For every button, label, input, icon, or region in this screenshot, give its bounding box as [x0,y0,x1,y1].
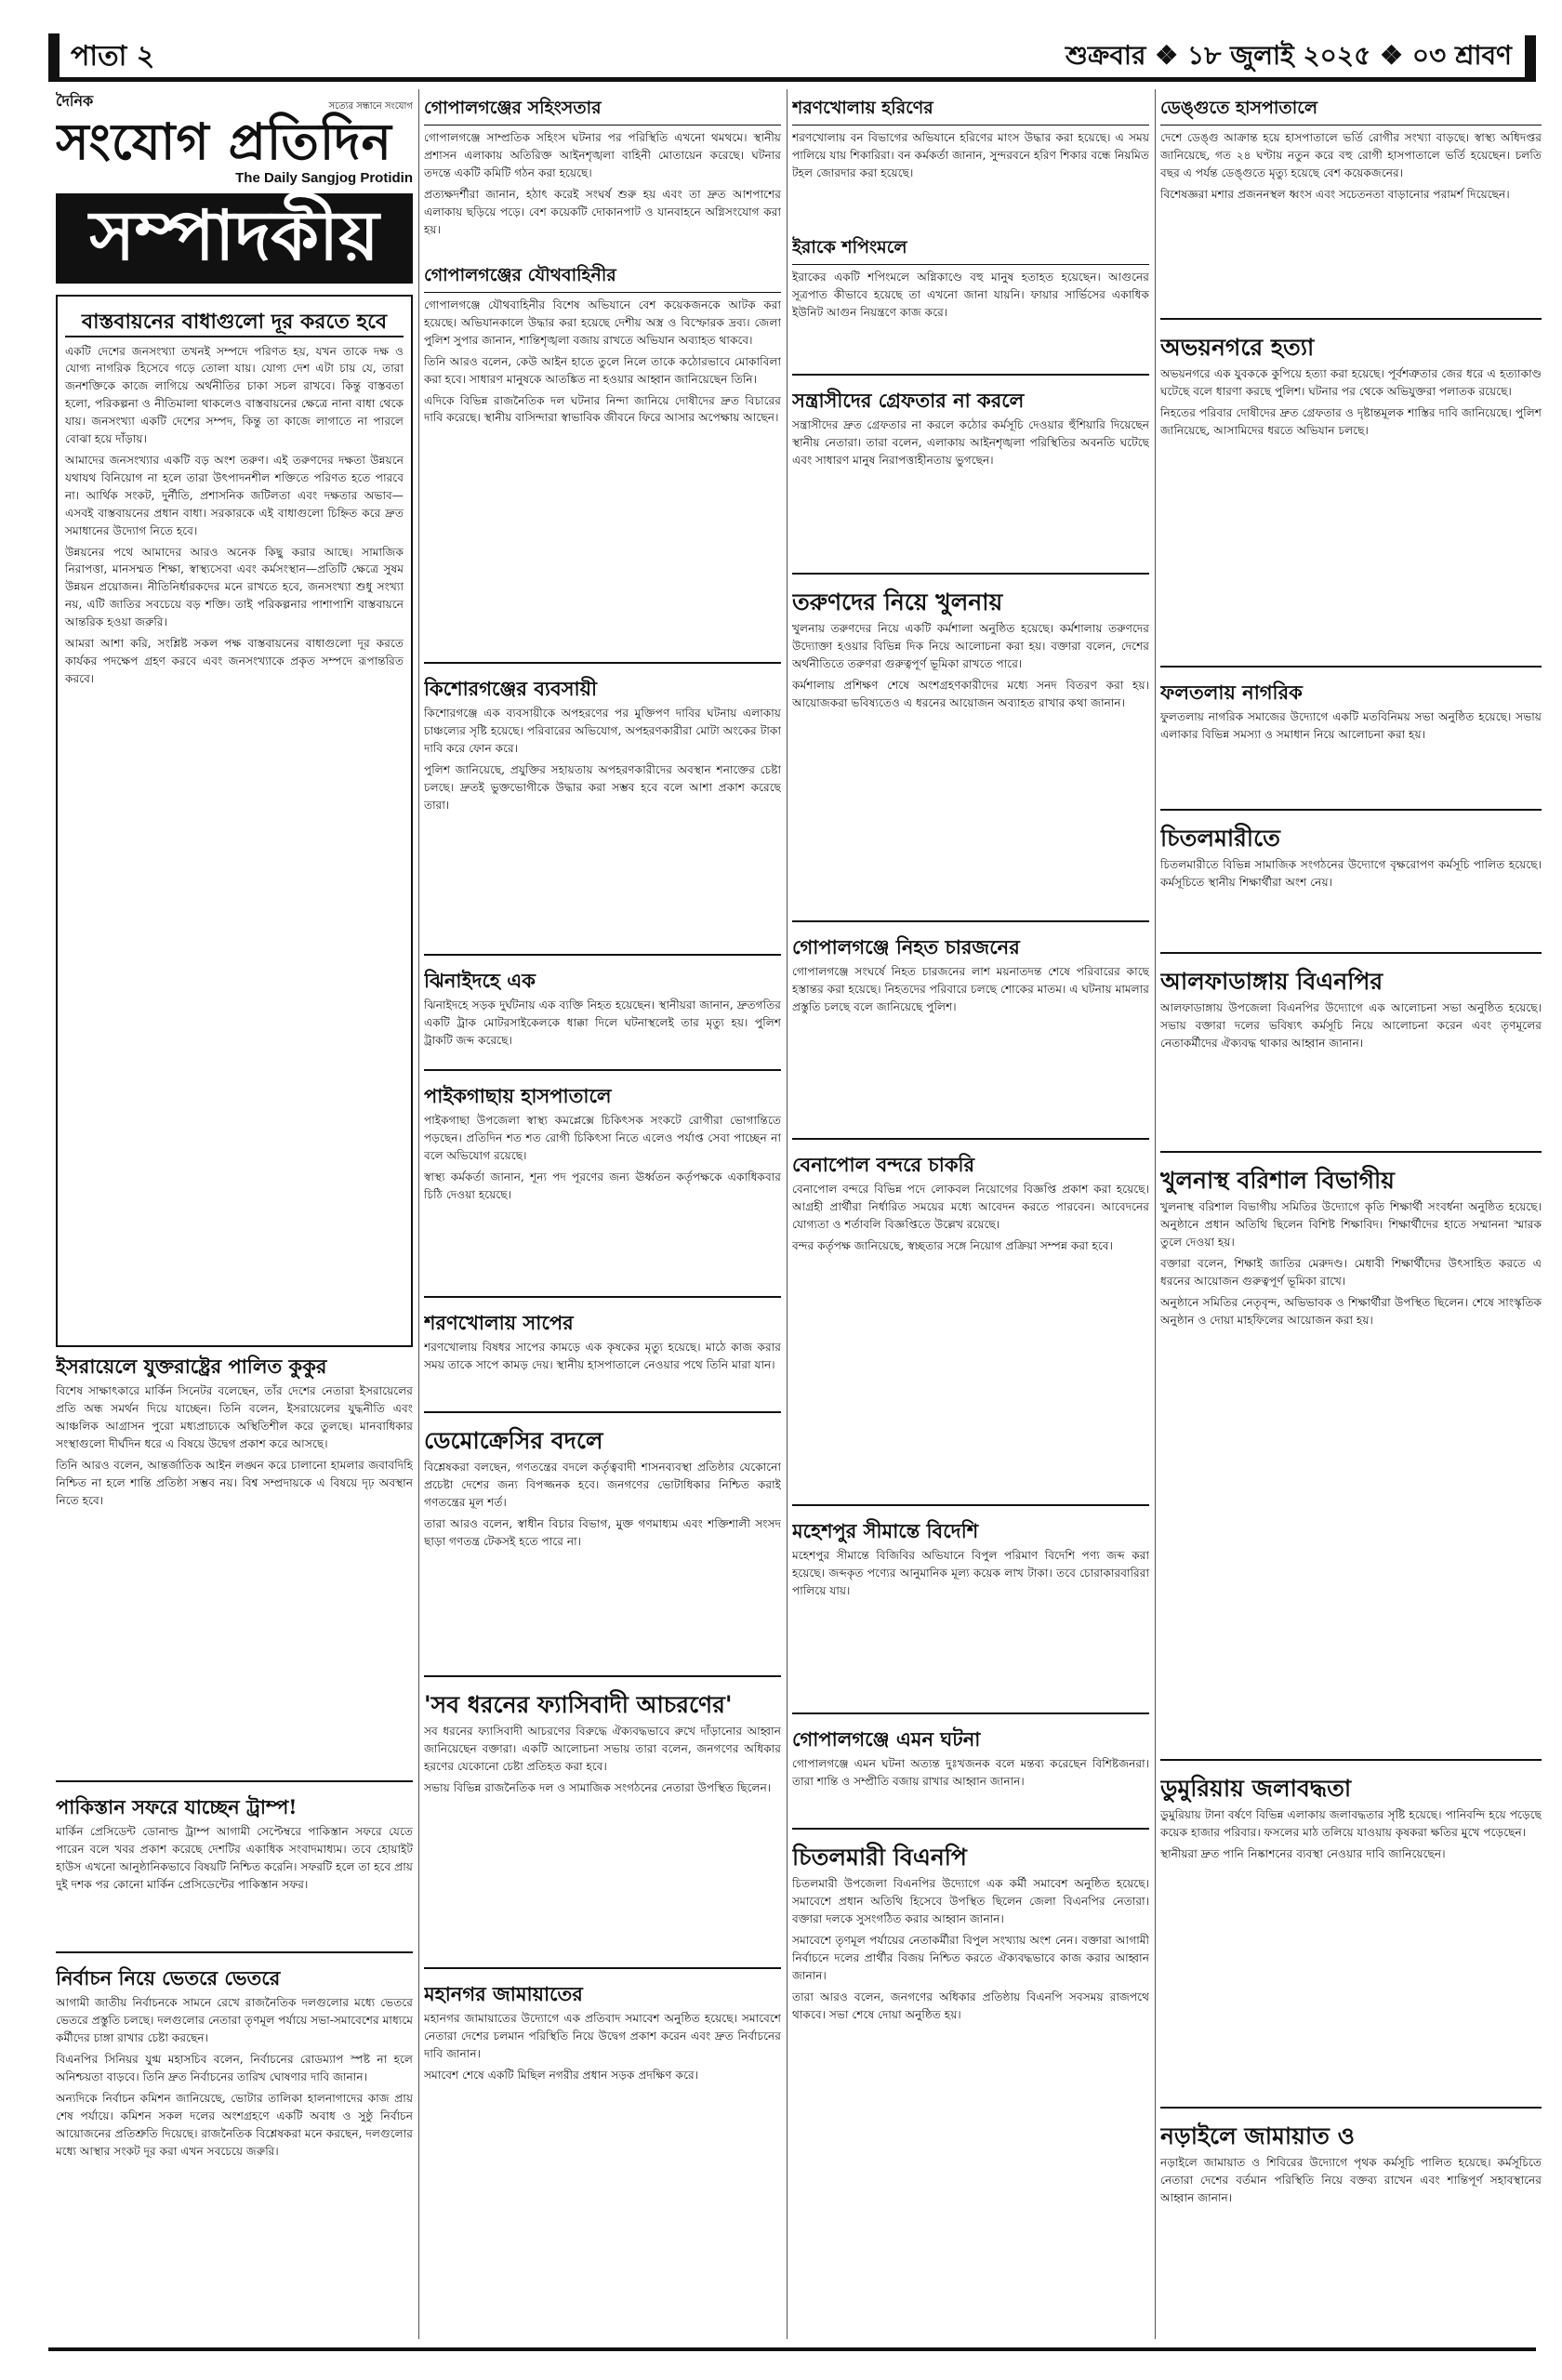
story-headline: চিতলমারীতে [1160,825,1280,852]
story [424,257,781,656]
story-headline: গোপালগঞ্জে নিহত চারজনের [792,935,1020,959]
story-headline: ইসরায়েলে যুক্তরাষ্ট্রের পালিত কুকুর [56,1355,327,1379]
story-paragraph: শরণখোলায় বন বিভাগের অভিযানে হরিণের মাংস উদ্ধার করা হয়েছে। এ সময় পালিয়ে যায় শিকারিরা। বন কর্মকর্তা জানান, সুন্দরবনে হরিণ শিকার বন্ধে নিয়মিত টহল জোরদার করা হয়েছে। [792,131,1149,179]
divider [56,1951,413,1953]
story [792,1835,1149,2319]
story [792,381,1149,567]
story-paragraph: তিনি আরও বলেন, কেউ আইন হাতে তুলে নিলে তাকে কঠোরভাবে মোকাবিলা করা হবে। সাধারণ মানুষকে আতঙ্কিত না হওয়ার আহ্বান জানিয়েছেন তিনি। [424,354,781,386]
editorial-headline: বাস্তবায়নের বাধাগুলো দূর করতে হবে [65,310,404,337]
story-paragraph: আলফাডাঙ্গায় উপজেলা বিএনপির উদ্যোগে এক আলোচনা সভা অনুষ্ঠিত হয়েছে। সভায় বক্তারা দলের ভবিষ্যৎ কর্মসূচি নিয়ে আলোচনা করেন এবং তৃণমূলের নেতাকর্মীদের ঐক্যবদ্ধ থাকার আহ্বান জানান। [1160,1001,1542,1051]
story-paragraph: আগামী জাতীয় নির্বাচনকে সামনে রেখে রাজনৈতিক দলগুলোর মধ্যে ভেতরে ভেতরে প্রস্তুতি চলছে। দলগুলোর নেতারা তৃণমূল পর্যায়ে সভা-সমাবেশের মাধ্যমে কর্মীদের চাঙ্গা রাখার চেষ্টা করছেন। [56,1996,413,2045]
column-3 [792,89,1149,2339]
story-headline: গোপালগঞ্জের সহিংসতার [424,95,781,126]
story-paragraph: ইরাকের একটি শপিংমলে অগ্নিকাণ্ডে বহু মানুষ হতাহত হয়েছেন। আগুনের সূত্রপাত কীভাবে হয়েছে তা এখনো জানা যায়নি। ফায়ার সার্ভিসের একাধিক ইউনিট আগুন নিয়ন্ত্রণে কাজ করে। [792,271,1149,319]
story-paragraph: মহেশপুর সীমান্তে বিজিবির অভিযানে বিপুল পরিমাণ বিদেশি পণ্য জব্দ করা হয়েছে। জব্দকৃত পণ্যের আনুমানিক মূল্য কয়েক লাখ টাকা। তবে চোরাকারবারিরা পালিয়ে যায়। [792,1549,1149,1598]
story [1160,1766,1542,2101]
story-paragraph: পুলিশ জানিয়েছে, প্রযুক্তির সহায়তায় অপহরণকারীদের অবস্থান শনাক্তের চেষ্টা চলছে। দ্রুতই ভুক্তভোগীকে উদ্ধার করা সম্ভব হবে বলে আশা প্রকাশ করেছে তারা। [424,762,781,812]
divider [424,1675,781,1677]
story [1160,959,1542,1145]
story [56,1959,413,2238]
story [424,1419,781,1670]
story [792,1145,1149,1499]
story-paragraph: বিশেষ সাক্ষাৎকারে মার্কিন সিনেটর বলেছেন, তাঁর দেশের নেতারা ইসরায়েলের প্রতি অন্ধ সমর্থন দিয়ে যাচ্ছেন। তিনি বলেন, ইসরায়েলের যুদ্ধনীতি এবং আঞ্চলিক আগ্রাসন পুরো মধ্যপ্রাচ্যকে অস্থিতিশীল করে তুলছে। মানবাধিকার সংস্থাগুলো দীর্ঘদিন ধরে এ বিষয়ে উদ্বেগ প্রকাশ করে আসছে। [56,1384,413,1451]
story-paragraph: কর্মশালায় প্রশিক্ষণ শেষে অংশগ্রহণকারীদের মধ্যে সনদ বিতরণ করা হয়। আয়োজকরা ভবিষ্যতেও এ ধরনের আয়োজন অব্যাহত রাখার কথা জানান। [792,678,1149,709]
masthead-english-title: The Daily Sangjog Protidin [235,169,413,186]
story-headline: ডুমুরিয়ায় জলাবদ্ধতা [1160,1775,1352,1802]
story-paragraph: স্থানীয়রা দ্রুত পানি নিষ্কাশনের ব্যবস্থা নেওয়ার দাবি জানিয়েছেন। [1160,1847,1446,1861]
story-paragraph: সব ধরনের ফ্যাসিবাদী আচরণের বিরুদ্ধে ঐক্যবদ্ধভাবে রুখে দাঁড়ানোর আহ্বান জানিয়েছেন বক্তারা। একটি আলোচনা সভায় তারা বলেন, জনগণের অধিকার হরণের যেকোনো চেষ্টা প্রতিহত করা হবে। [424,1725,781,1774]
divider [1160,1759,1542,1761]
story-paragraph: কিশোরগঞ্জে এক ব্যবসায়ীকে অপহরণের পর মুক্তিপণ দাবির ঘটনায় এলাকায় চাঞ্চল্যের সৃষ্টি হয়েছে। পরিবারের অভিযোগ, অপহরণকারীরা মোটা অংকের টাকা দাবি করে ফোন করে। [424,707,781,756]
divider [1160,1151,1542,1153]
story-paragraph: সমাবেশ শেষে একটি মিছিল নগরীর প্রধান সড়ক প্রদক্ষিণ করে। [424,2068,699,2082]
column-rule [418,89,419,2339]
divider [1160,2107,1542,2109]
divider [424,662,781,664]
editorial-paragraph: উন্নয়নের পথে আমাদের আরও অনেক কিছু করার আছে। সামাজিক নিরাপত্তা, মানসম্মত শিক্ষা, স্বাস্থ্যসেবা এবং কর্মসংস্থান—প্রতিটি ক্ষেত্রে সুষম উন্নয়ন প্রয়োজন। নীতিনির্ধারকদের মনে রাখতে হবে, জনসংখ্যা শুধু সংখ্যা নয়, এটি জাতির সবচেয়ে বড় শক্তি। তাই পরিকল্পনার পাশাপাশি বাস্তবায়নে আন্তরিক হওয়া জরুরি। [65,545,404,629]
story-paragraph: বন্দর কর্তৃপক্ষ জানিয়েছে, স্বচ্ছতার সঙ্গে নিয়োগ প্রক্রিয়া সম্পন্ন করা হবে। [792,1238,1113,1252]
story-headline: গোপালগঞ্জের যৌথবাহিনীর [424,262,781,293]
page-number: পাতা ২ [48,33,154,81]
story-headline: সন্ত্রাসীদের গ্রেফতার না করলে [792,389,1025,412]
story-paragraph: সভায় বিভিন্ন রাজনৈতিক দল ও সামাজিক সংগঠনের নেতারা উপস্থিত ছিলেন। [424,1780,772,1794]
masthead [56,89,413,284]
story-paragraph: মহানগর জামায়াতের উদ্যোগে এক প্রতিবাদ সমাবেশ অনুষ্ঠিত হয়েছে। সমাবেশে নেতারা দেশের চলমান পরিস্থিতি নিয়ে উদ্বেগ প্রকাশ করেন এবং দ্রুত নির্বাচনের দাবি জানান। [424,2012,781,2061]
story [424,1077,781,1290]
masthead-title: সংযোগ প্রতিদিন [56,112,392,171]
story-paragraph: গোপালগঞ্জে যৌথবাহিনীর বিশেষ অভিযানে বেশ কয়েকজনকে আটক করা হয়েছে। অভিযানকালে উদ্ধার করা হয়েছে দেশীয় অস্ত্র ও বিস্ফোরক দ্রব্য। জেলা পুলিশ সুপার জানান, শান্তিশৃঙ্খলা বজায় রাখতে অভিযান অব্যাহত থাকবে। [424,298,781,347]
story [424,1303,781,1406]
masthead-daily: দৈনিক [56,92,94,110]
masthead-tagline: সত্যের সন্ধানে সংযোগ [328,101,413,112]
story-paragraph: সমাবেশে তৃণমূল পর্যায়ের নেতাকর্মীরা বিপুল সংখ্যায় অংশ নেন। বক্তারা আগামী নির্বাচনে দলের প্রার্থীর বিজয় নিশ্চিত করতে ঐক্যবদ্ধভাবে কাজ করার আহ্বান জানান। [792,1933,1149,1982]
divider [792,1712,1149,1714]
story [1160,816,1542,946]
story-paragraph: অন্যদিকে নির্বাচন কমিশন জানিয়েছে, ভোটার তালিকা হালনাগাদের কাজ প্রায় শেষ পর্যায়ে। কমিশন সকল দলের অংশগ্রহণে একটি অবাধ ও সুষ্ঠু নির্বাচন আয়োজনের প্রতিশ্রুতি দিয়েছে। রাজনৈতিক বিশ্লেষকরা মনে করছেন, দলগুলোর মধ্যে আস্থার সংকট দূর করা এখন সবচেয়ে জরুরি। [56,2091,413,2158]
story-paragraph: বেনাপোল বন্দরে বিভিন্ন পদে লোকবল নিয়োগের বিজ্ঞপ্তি প্রকাশ করা হয়েছে। আগ্রহী প্রার্থীরা নির্ধারিত সময়ের মধ্যে আবেদন করতে পারবেন। আবেদনের যোগ্যতা ও শর্তাবলি বিজ্ঞপ্তিতে উল্লেখ রয়েছে। [792,1183,1149,1232]
divider [792,1504,1149,1506]
story [1160,1158,1542,1753]
story [424,1975,781,2207]
footer-rule [48,2347,1536,2351]
story-paragraph: অভয়নগরে এক যুবককে কুপিয়ে হত্যা করা হয়েছে। পূর্বশত্রুতার জের ধরে এ হত্যাকাণ্ড ঘটেছে বলে ধারণা করছে পুলিশ। ঘটনার পর থেকে অভিযুক্তরা পলাতক রয়েছে। [1160,367,1542,399]
story-headline: ঝিনাইদহে এক [424,969,536,992]
divider [424,1296,781,1298]
column-2 [424,89,781,2339]
story-paragraph: শরণখোলায় বিষধর সাপের কামড়ে এক কৃষকের মৃত্যু হয়েছে। মাঠে কাজ করার সময় তাকে সাপে কামড় দেয়। স্থানীয় হাসপাতালে নেওয়ার পথে তিনি মারা যান। [424,1341,781,1372]
story-headline: মহানগর জামায়াতের [424,1982,583,2005]
story [56,1788,413,1946]
story [792,1720,1149,1822]
story-paragraph: গোপালগঞ্জে সাম্প্রতিক সহিংস ঘটনার পর পরিস্থিতি এখনো থমথমে। স্থানীয় প্রশাসন এলাকায় অতিরিক্ত আইনশৃঙ্খলা বাহিনী মোতায়েন করেছে। ঘটনার তদন্তে একটি কমিটি গঠন করা হয়েছে। [424,131,781,179]
story-headline: বেনাপোল বন্দরে চাকরি [792,1153,975,1176]
story-headline: শরণখোলায় সাপের [424,1311,574,1334]
story [792,229,1149,368]
story [1160,89,1542,312]
story-paragraph: খুলনায় তরুণদের নিয়ে একটি কর্মশালা অনুষ্ঠিত হয়েছে। কর্মশালায় তরুণদের উদ্যোক্তা হওয়ার বিভিন্ন দিক নিয়ে আলোচনা করা হয়। বক্তারা বলেন, দেশের অর্থনীতিতে তরুণরা গুরুত্বপূর্ণ ভূমিকা রাখতে পারে। [792,622,1149,671]
column-rule [1155,89,1156,2339]
story-paragraph: অনুষ্ঠানে সমিতির নেতৃবৃন্দ, অভিভাবক ও শিক্ষার্থীরা উপস্থিত ছিলেন। শেষে সাংস্কৃতিক অনুষ্ঠান ও দোয়া মাহফিলের আয়োজন করা হয়। [1160,1295,1542,1327]
divider [424,1411,781,1413]
story-headline: তরুণদের নিয়ে খুলনায় [792,588,1003,615]
divider [792,573,1149,575]
page-header [48,37,1536,82]
story-headline: ডেঙ্গুতে হাসপাতালে [1160,95,1542,126]
divider [1160,318,1542,320]
story-paragraph: বিশ্লেষকরা বলছেন, গণতন্ত্রের বদলে কর্তৃত্ববাদী শাসনব্যবস্থা প্রতিষ্ঠার যেকোনো প্রচেষ্টা দেশের জন্য বিপজ্জনক হবে। জনগণের ভোটাধিকার নিশ্চিত করাই গণতন্ত্রের মূল শর্ত। [424,1461,781,1510]
story-headline: নড়াইলে জামায়াত ও [1160,2122,1355,2149]
story-paragraph: তারা আরও বলেন, জনগণের অধিকার প্রতিষ্ঠায় বিএনপি সবসময় রাজপথে থাকবে। সভা শেষে দোয়া অনুষ্ঠিত হয়। [792,1990,1149,2021]
story [792,89,1149,229]
story-paragraph: পাইকগাছা উপজেলা স্বাস্থ্য কমপ্লেক্সে চিকিৎসক সংকটে রোগীরা ভোগান্তিতে পড়ছেন। প্রতিদিন শত শত রোগী চিকিৎসা নিতে এলেও পর্যাপ্ত সেবা পাচ্ছেন না বলে অভিযোগ রয়েছে। [424,1114,781,1163]
story-paragraph: মার্কিন প্রেসিডেন্ট ডোনাল্ড ট্রাম্প আগামী সেপ্টেম্বরে পাকিস্তান সফরে যেতে পারেন বলে খবর প্রকাশ করেছে দেশটির একাধিক সংবাদমাধ্যম। তবে হোয়াইট হাউস এখনো আনুষ্ঠানিকভাবে বিষয়টি নিশ্চিত করেনি। সফরটি হলে তা হবে প্রায় দুই দশক পর কোনো মার্কিন প্রেসিডেন্টের পাকিস্তান সফর। [56,1825,413,1892]
story-headline: অভয়নগরে হত্যা [1160,334,1315,361]
divider [424,1967,781,1969]
story-paragraph: চিতলমারী উপজেলা বিএনপির উদ্যোগে এক কর্মী সমাবেশ অনুষ্ঠিত হয়েছে। সমাবেশে প্রধান অতিথি হিসেবে উপস্থিত ছিলেন জেলা বিএনপির নেতারা। বক্তারা দলকে সুসংগঠিত করার আহ্বান জানান। [792,1877,1149,1926]
divider [424,954,781,956]
story-headline: শরণখোলায় হরিণের [792,95,1149,126]
story-paragraph: সন্ত্রাসীদের দ্রুত গ্রেফতার না করলে কঠোর কর্মসূচি দেওয়ার হুঁশিয়ারি দিয়েছেন স্থানীয় নেতারা। তারা বলেন, এলাকায় আইনশৃঙ্খলা পরিস্থিতির অবনতি ঘটেছে এবং সাধারণ মানুষ নিরাপত্তাহীনতায় ভুগছেন। [792,418,1149,468]
divider [424,1069,781,1071]
story-headline: আলফাডাঙ্গায় বিএনপির [1160,968,1383,995]
divider [1160,952,1542,954]
story-headline: 'সব ধরনের ফ্যাসিবাদী আচরণের' [424,1691,733,1718]
story-headline: চিতলমারী বিএনপি [792,1844,967,1871]
story-paragraph: এদিকে বিভিন্ন রাজনৈতিক দল ঘটনার নিন্দা জানিয়ে দোষীদের দ্রুত বিচারের দাবি করেছে। স্থানীয় বাসিন্দারা স্বাভাবিক জীবনে ফিরে আসার অপেক্ষায় আছেন। [424,393,781,425]
story-paragraph: চিতলমারীতে বিভিন্ন সামাজিক সংগঠনের উদ্যোগে বৃক্ষরোপণ কর্মসূচি পালিত হয়েছে। কর্মসূচিতে স্থানীয় শিক্ষার্থীরা অংশ নেয়। [1160,858,1542,890]
story-paragraph: খুলনাস্থ বরিশাল বিভাগীয় সমিতির উদ্যোগে কৃতি শিক্ষার্থী সংবর্ধনা অনুষ্ঠিত হয়েছে। অনুষ্ঠানে প্রধান অতিথি ছিলেন বিশিষ্ট শিক্ষাবিদ। শিক্ষার্থীদের হাতে সম্মাননা স্মারক তুলে দেওয়া হয়। [1160,1200,1542,1250]
divider [792,1828,1149,1830]
column-4 [1160,89,1542,2339]
story [792,928,1149,1132]
column-rule [787,89,788,2339]
story [792,580,1149,915]
column-1 [56,89,413,2339]
divider [56,1780,413,1782]
story-paragraph: বক্তারা বলেন, শিক্ষাই জাতির মেরুদণ্ড। মেধাবী শিক্ষার্থীদের উৎসাহিত করতে এ ধরনের আয়োজন গুরুত্বপূর্ণ ভূমিকা রাখে। [1160,1256,1542,1288]
editorial-paragraph: একটি দেশের জনসংখ্যা তখনই সম্পদে পরিণত হয়, যখন তাকে দক্ষ ও যোগ্য নাগরিক হিসেবে গড়ে তোলা যায়। যোগ্য দেশ এটা চায় যে, তারা জনশক্তিকে কাজে লাগিয়ে অর্থনীতির চাকা সচল রাখবে। কিন্তু বাস্তবতা হলো, পরিকল্পনা ও নীতিমালা থাকলেও বাস্তবায়নের ক্ষেত্রে নানা বাধা থেকে যায়। জনসংখ্যা একটি দেশের সম্পদ, কিন্তু তা কাজে লাগাতে না পারলে বোঝা হয়ে দাঁড়ায়। [65,344,404,446]
story-headline: খুলনাস্থ বরিশাল বিভাগীয় [1160,1167,1395,1194]
story-paragraph: গোপালগঞ্জে এমন ঘটনা অত্যন্ত দুঃখজনক বলে মন্তব্য করেছেন বিশিষ্টজনরা। তারা শান্তি ও সম্প্রীতি বজায় রাখার আহ্বান জানান। [792,1757,1149,1789]
story-paragraph: তিনি আরও বলেন, আন্তর্জাতিক আইন লঙ্ঘন করে চালানো হামলার জবাবদিহি নিশ্চিত না হলে শান্তি প্রতিষ্ঠা সম্ভব নয়। বিশ্ব সম্প্রদায়কে এ বিষয়ে দৃঢ় অবস্থান নিতে হবে। [56,1458,413,1507]
story-headline: কিশোরগঞ্জের ব্যবসায়ী [424,677,598,700]
story-paragraph: নিহতের পরিবার দোষীদের দ্রুত গ্রেফতার ও দৃষ্টান্তমূলক শাস্তির দাবি জানিয়েছে। পুলিশ জানিয়েছে, আসামিদের ধরতে অভিযান চলছে। [1160,406,1542,437]
story [1160,673,1542,803]
divider [792,1138,1149,1140]
story [1160,2114,1542,2337]
divider [792,374,1149,376]
story-paragraph: বিএনপির সিনিয়র যুগ্ম মহাসচিব বলেন, নির্বাচনের রোডম্যাপ স্পষ্ট না হলে অনিশ্চয়তা বাড়বে। তিনি দ্রুত নির্বাচনের তারিখ ঘোষণার দাবি জানান। [56,2053,413,2083]
story-headline: পাকিস্তান সফরে যাচ্ছেন ট্রাম্প! [56,1795,298,1819]
divider [1160,666,1542,668]
story-paragraph: প্রত্যক্ষদর্শীরা জানান, হঠাৎ করেই সংঘর্ষ শুরু হয় এবং তা দ্রুত আশপাশের এলাকায় ছড়িয়ে পড়ে। বেশ কয়েকটি দোকানপাট ও যানবাহনে অগ্নিসংযোগ করা হয়। [424,187,781,236]
story-paragraph: গোপালগঞ্জে সংঘর্ষে নিহত চারজনের লাশ ময়নাতদন্ত শেষে পরিবারের কাছে হস্তান্তর করা হয়েছে। নিহতদের পরিবারে চলছে শোকের মাতম। এ ঘটনায় মামলার প্রস্তুতি চলছে বলে জানিয়েছে পুলিশ। [792,965,1149,1014]
editorial-section-title: সম্পাদকীয় [56,193,413,284]
editorial-box [56,295,413,1347]
divider [1160,809,1542,811]
story-paragraph: ঝিনাইদহে সড়ক দুর্ঘটনায় এক ব্যক্তি নিহত হয়েছেন। স্থানীয়রা জানান, দ্রুতগতির একটি ট্রাক মোটরসাইকেলকে ধাক্কা দিলে ঘটনাস্থলেই তার মৃত্যু হয়। পুলিশ ট্রাকটি জব্দ করেছে। [424,998,781,1048]
story [424,961,781,1064]
story-paragraph: ডুমুরিয়ায় টানা বর্ষণে বিভিন্ন এলাকায় জলাবদ্ধতার সৃষ্টি হয়েছে। পানিবন্দি হয়ে পড়েছে কয়েক হাজার পরিবার। ফসলের মাঠ তলিয়ে যাওয়ায় কৃষকরা ক্ষতির মুখে পড়েছেন। [1160,1808,1542,1840]
story [1160,325,1542,660]
story-paragraph: বিশেষজ্ঞরা মশার প্রজননস্থল ধ্বংস এবং সচেতনতা বাড়ানোর পরামর্শ দিয়েছেন। [1160,187,1510,201]
story [424,89,781,257]
date-line: শুক্রবার ❖ ১৮ জুলাই ২০২৫ ❖ ০৩ শ্রাবণ [1066,35,1536,79]
story-headline: ফলতলায় নাগরিক [1160,681,1303,704]
story [792,1512,1149,1707]
story-headline: পাইকগাছায় হাসপাতালে [424,1084,612,1107]
story-headline: নির্বাচন নিয়ে ভেতরে ভেতরে [56,1966,281,1990]
story-paragraph: স্বাস্থ্য কর্মকর্তা জানান, শূন্য পদ পূরণের জন্য ঊর্ধ্বতন কর্তৃপক্ষকে একাধিকবার চিঠি দেওয়া হয়েছে। [424,1170,781,1201]
story-headline: মহেশপুর সীমান্তে বিদেশি [792,1519,979,1542]
story-paragraph: ফুলতলায় নাগরিক সমাজের উদ্যোগে একটি মতবিনিময় সভা অনুষ্ঠিত হয়েছে। সভায় এলাকার বিভিন্ন সমস্যা ও সমাধান নিয়ে আলোচনা করা হয়। [1160,710,1542,742]
story-paragraph: নড়াইলে জামায়াত ও শিবিরের উদ্যোগে পৃথক কর্মসূচি পালিত হয়েছে। কর্মসূচিতে নেতারা দেশের বর্তমান পরিস্থিতি নিয়ে বক্তব্য রাখেন এবং শান্তিপূর্ণ সহাবস্থানের আহ্বান জানান। [1160,2156,1542,2205]
editorial-paragraph: আমাদের জনসংখ্যার একটি বড় অংশ তরুণ। এই তরুণদের দক্ষতা উন্নয়নে যথাযথ বিনিয়োগ না হলে তারা উৎপাদনশীল শক্তিতে পরিণত হতে পারবে না। আর্থিক সংকট, দুর্নীতি, প্রশাসনিক জটিলতা এবং দক্ষতার অভাব—এসবই বাস্তবায়নের প্রধান বাধা। সরকারকে এই বাধাগুলো চিহ্নিত করে দ্রুত সমাধানের উদ্যোগ নিতে হবে। [65,454,404,537]
story-headline: ইরাকে শপিংমলে [792,234,1149,265]
story [424,1683,781,1962]
story-headline: ডেমোক্রেসির বদলে [424,1427,603,1454]
story-paragraph: তারা আরও বলেন, স্বাধীন বিচার বিভাগ, মুক্ত গণমাধ্যম এবং শক্তিশালী সংসদ ছাড়া গণতন্ত্র টেকসই হতে পারে না। [424,1516,781,1548]
editorial-paragraph: আমরা আশা করি, সংশ্লিষ্ট সকল পক্ষ বাস্তবায়নের বাধাগুলো দূর করতে কার্যকর পদক্ষেপ গ্রহণ করবে এবং জনসংখ্যাকে প্রকৃত সম্পদে রূপান্তরিত করবে। [65,637,404,685]
story [56,1347,413,1775]
divider [792,920,1149,922]
story-headline: গোপালগঞ্জে এমন ঘটনা [792,1727,981,1751]
story-paragraph: দেশে ডেঙ্গু আক্রান্ত হয়ে হাসপাতালে ভর্তি রোগীর সংখ্যা বাড়ছে। স্বাস্থ্য অধিদপ্তর জানিয়েছে, গত ২৪ ঘণ্টায় নতুন করে বহু রোগী হাসপাতালে ভর্তি হয়েছেন। চলতি বছর এ পর্যন্ত ডেঙ্গুতে মৃত্যু হয়েছে বেশ কয়েকজনের। [1160,131,1542,179]
story [424,669,781,948]
